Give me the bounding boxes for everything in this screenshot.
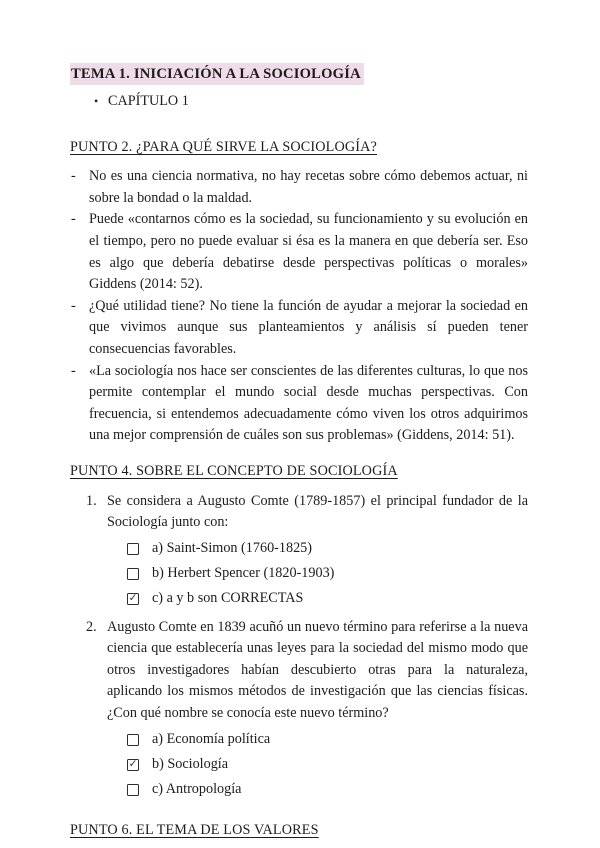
question-1-options (70, 537, 528, 612)
dash-icon: - (71, 297, 76, 314)
list-item (70, 166, 528, 209)
option-row (70, 728, 528, 753)
list-item (70, 296, 528, 361)
checkbox-unchecked[interactable] (127, 784, 139, 796)
bullet-icon: • (94, 93, 99, 108)
question-2 (70, 617, 528, 725)
option-label: b) Sociología (152, 756, 229, 773)
question-text: Augusto Comte en 1839 acuñó un nuevo término para referirse a la nueva ciencia que establecería unas leyes para la sociedad del mismo modo que otros investigadores habían descubierto otras para la naturaleza, aplicando los mismos métodos de investigación que las ciencias físicas. ¿Con qué nombre se conocía este nuevo término? (107, 618, 528, 722)
option-row (70, 778, 528, 803)
paragraph-text: Puede «contarnos cómo es la sociedad, su funcionamiento y su evolución en el tiempo, pero no puede evaluar si ésa es la manera en que debería ser. Eso es algo que debería debatirse desde perspectivas políticas o morales» Giddens (2014: 52). (89, 211, 528, 293)
option-label: a) Saint-Simon (1760-1825) (152, 540, 312, 557)
paragraph-text: «La sociología nos hace ser conscientes de las diferentes culturas, lo que nos permite contemplar el mundo social desde muchas perspectivas. Con frecuencia, si entendemos adecuadamente cómo viven los otros adquirimos una mejor comprensión de cuáles son sus problemas» (Giddens, 2014: 51). (89, 362, 528, 444)
checkbox-unchecked[interactable] (127, 568, 139, 580)
page-title: TEMA 1. INICIACIÓN A LA SOCIOLOGÍA (70, 63, 364, 85)
option-label: c) a y b son CORRECTAS (152, 590, 304, 607)
question-number: 1. (86, 492, 97, 509)
option-label: b) Herbert Spencer (1820-1903) (152, 565, 335, 582)
section-heading-punto2: PUNTO 2. ¿PARA QUÉ SIRVE LA SOCIOLOGÍA? (70, 138, 377, 155)
paragraph-text: ¿Qué utilidad tiene? No tiene la función de ayudar a mejorar la sociedad en que vivimos aunque sus planteamientos y análisis sí pueden tener consecuencias favorables. (89, 297, 528, 357)
paragraph-text: No es una ciencia normativa, no hay recetas sobre cómo debemos actuar, ni sobre la bondad o la maldad. (89, 168, 528, 206)
dash-icon: - (71, 211, 76, 228)
question-2-options (70, 728, 528, 803)
checkbox-unchecked[interactable] (127, 543, 139, 555)
chapter-label: CAPÍTULO 1 (108, 92, 189, 109)
section-heading-punto6: PUNTO 6. EL TEMA DE LOS VALORES (70, 821, 319, 838)
question-number: 2. (86, 618, 97, 635)
chapter-list-item (70, 92, 528, 111)
option-label: a) Economía política (152, 731, 271, 748)
list-item (70, 209, 528, 295)
question-text: Se considera a Augusto Comte (1789-1857) el principal fundador de la Sociología junto con: (107, 492, 528, 531)
option-label: c) Antropología (152, 781, 242, 798)
section-heading-punto4: PUNTO 4. SOBRE EL CONCEPTO DE SOCIOLOGÍA (70, 462, 398, 479)
option-row (70, 587, 528, 612)
dash-icon: - (71, 168, 76, 185)
option-row (70, 753, 528, 778)
checkbox-unchecked[interactable] (127, 734, 139, 746)
option-row (70, 537, 528, 562)
checkbox-checked[interactable]: ✓ (128, 593, 138, 605)
question-1 (70, 491, 528, 534)
list-item (70, 361, 528, 447)
checkbox-checked[interactable]: ✓ (128, 759, 138, 771)
option-row (70, 562, 528, 587)
dash-icon: - (71, 362, 76, 379)
title-row (70, 63, 528, 86)
